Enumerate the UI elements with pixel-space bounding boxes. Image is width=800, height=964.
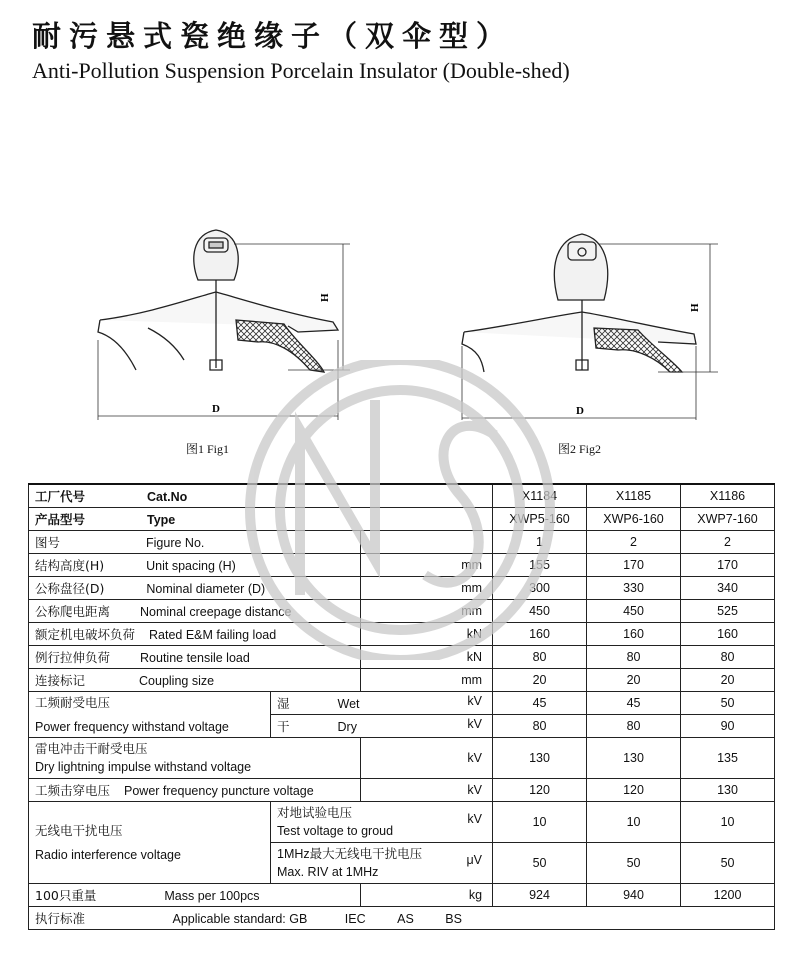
- table-row-lightning-impulse: 雷电冲击干耐受电压 Dry lightning impulse withstand voltage kV 130 130 135: [29, 738, 775, 779]
- table-row-nominal-diameter: 公称盘径(D) Nominal diameter (D) mm 300 330 340: [29, 577, 775, 600]
- table-row-em-failing-load: 额定机电破坏负荷 Rated E&M failing load kN 160 160 160: [29, 623, 775, 646]
- fig1-height-label: H: [319, 293, 331, 302]
- page-title-english: Anti-Pollution Suspension Porcelain Insulator (Double-shed): [32, 58, 570, 83]
- table-row-creepage: 公称爬电距离 Nominal creepage distance mm 450 450 525: [29, 600, 775, 623]
- table-row-puncture-voltage: 工频击穿电压 Power frequency puncture voltage kV 120 120 130: [29, 779, 775, 802]
- figure-2-caption: 图2 Fig2: [558, 442, 602, 456]
- table-row-type: 产品型号 Type XWP5-160 XWP6-160 XWP7-160: [29, 508, 775, 531]
- figure-1-drawing: [88, 220, 368, 420]
- table-row-pf-withstand-wet: 工频耐受电压 Power frequency withstand voltage 湿 Wet kV 45 45 50: [29, 692, 775, 715]
- table-row-coupling-size: 连接标记 Coupling size mm 20 20 20: [29, 669, 775, 692]
- fig1-diameter-label: D: [212, 403, 220, 415]
- table-row-routine-tensile: 例行拉伸负荷 Routine tensile load kN 80 80 80: [29, 646, 775, 669]
- table-row-radio-riv: μV 1MHz最大无线电干扰电压 Max. RIV at 1MHz 50 50 50: [29, 843, 775, 884]
- table-row-standard: 执行标准 Applicable standard: GB IEC AS BS: [29, 907, 775, 930]
- spec-table: [28, 483, 775, 930]
- table-row-mass: 100只重量 Mass per 100pcs kg 924 940 1200: [29, 884, 775, 907]
- figure-1-caption: 图1 Fig1: [186, 442, 230, 456]
- page-title-chinese: 耐污悬式瓷绝缘子（双伞型）: [32, 19, 514, 53]
- table-row-pf-withstand-dry: 干 Dry kV 80 80 90: [29, 715, 775, 738]
- table-row-cat-no: 工厂代号 Cat.No X1184 X1185 X1186: [29, 484, 775, 508]
- table-row-radio-test-voltage: 无线电干扰电压 Radio interference voltage kV 对地试验电压 Test voltage to groud 10 10 10: [29, 802, 775, 843]
- fig2-height-label: H: [689, 303, 701, 312]
- table-row-figure-no: 图号 Figure No. 1 2 2: [29, 531, 775, 554]
- figure-2-drawing: [458, 220, 728, 420]
- fig2-diameter-label: D: [576, 405, 584, 417]
- table-row-unit-spacing: 结构高度(H) Unit spacing (H) mm 155 170 170: [29, 554, 775, 577]
